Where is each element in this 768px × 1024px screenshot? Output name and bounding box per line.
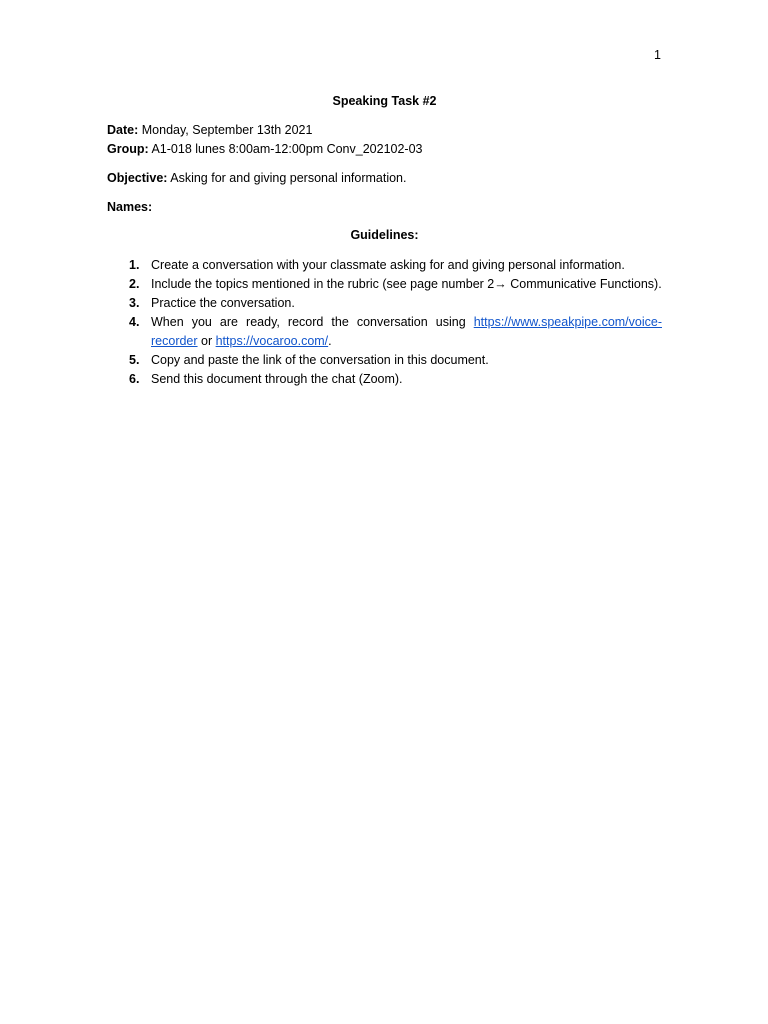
page-number: 1 — [654, 48, 661, 62]
guideline-number: 3. — [129, 296, 140, 310]
group-label: Group: — [107, 142, 149, 156]
guideline-text: . — [328, 334, 332, 348]
guideline-text: Send this document through the chat (Zoom). — [151, 372, 403, 386]
guideline-number: 4. — [129, 315, 140, 329]
guideline-number: 1. — [129, 258, 140, 272]
guideline-item — [107, 294, 662, 313]
guideline-text: or — [197, 334, 216, 348]
objective-line — [107, 170, 406, 187]
guideline-item — [107, 313, 662, 351]
speakpipe-link[interactable]: https://www.speakpipe.com/voice-recorder — [151, 315, 662, 348]
date-label: Date: — [107, 123, 139, 137]
guideline-item — [107, 370, 662, 389]
guideline-item — [107, 351, 662, 370]
objective-value: Asking for and giving personal information. — [170, 171, 407, 185]
date-value: Monday, September 13th 2021 — [141, 123, 313, 137]
group-value: A1-018 lunes 8:00am-12:00pm Conv_202102-03 — [151, 142, 423, 156]
guideline-number: 2. — [129, 277, 140, 291]
guidelines-list — [107, 256, 662, 389]
objective-label: Objective: — [107, 171, 168, 185]
group-line — [107, 141, 423, 158]
names-label: Names: — [107, 200, 153, 214]
guideline-item — [107, 275, 662, 294]
document-title: Speaking Task #2 — [332, 94, 437, 108]
names-line — [107, 199, 152, 216]
guideline-text: Include the topics mentioned in the rubric (see page number 2→ Communicative Functions). — [151, 277, 662, 291]
date-line — [107, 122, 312, 139]
guideline-item — [107, 256, 662, 275]
guideline-number: 5. — [129, 353, 140, 367]
vocaroo-link[interactable]: https://vocaroo.com/ — [215, 334, 329, 348]
guideline-number: 6. — [129, 372, 140, 386]
guideline-text: When you are ready, record the conversation using — [151, 315, 474, 329]
guideline-text: Copy and paste the link of the conversation in this document. — [151, 353, 489, 367]
guideline-text: Practice the conversation. — [151, 296, 295, 310]
guidelines-heading: Guidelines: — [350, 228, 419, 242]
guideline-text: Create a conversation with your classmate asking for and giving personal information. — [151, 258, 625, 272]
